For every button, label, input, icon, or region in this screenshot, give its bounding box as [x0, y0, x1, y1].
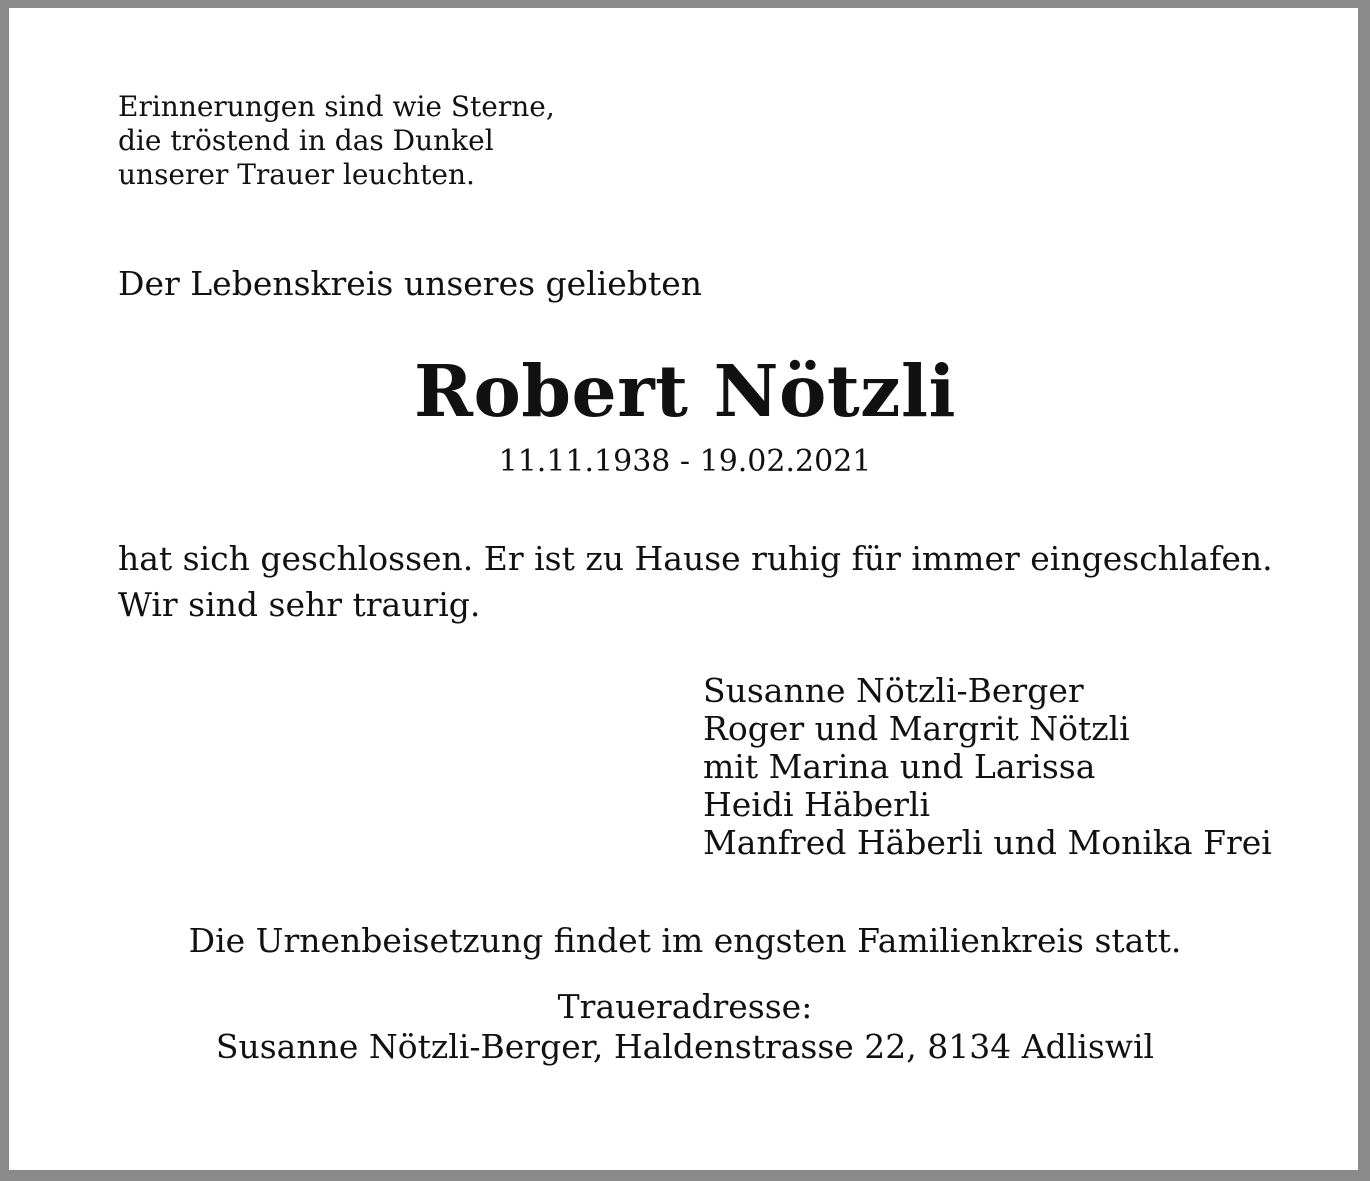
message-line: hat sich geschlossen. Er ist zu Hause ruhig für immer eingeschlafen. — [118, 539, 1273, 578]
intro-text: Der Lebenskreis unseres geliebten — [118, 264, 702, 303]
mourner-name: Susanne Nötzli-Berger — [703, 671, 1084, 710]
memorial-quote — [118, 90, 555, 192]
address-value: Susanne Nötzli-Berger, Haldenstrasse 22, 8134 Adliswil — [215, 1027, 1155, 1066]
deceased-name: Robert Nötzli — [414, 349, 956, 433]
life-dates: 11.11.1938 - 19.02.2021 — [498, 444, 872, 479]
mourners-list — [703, 672, 1272, 862]
obituary-notice — [9, 8, 1358, 1170]
quote-line: unserer Trauer leuchten. — [118, 158, 475, 191]
address-label: Traueradresse: — [557, 987, 813, 1026]
message-line: Wir sind sehr traurig. — [118, 585, 481, 624]
mourner-name: Roger und Margrit Nötzli — [703, 709, 1130, 748]
mourning-address — [9, 987, 1361, 1067]
mourner-name: mit Marina und Larissa — [703, 747, 1096, 786]
quote-line: die tröstend in das Dunkel — [118, 124, 494, 157]
quote-line: Erinnerungen sind wie Sterne, — [118, 90, 555, 123]
burial-note: Die Urnenbeisetzung findet im engsten Familienkreis statt. — [188, 921, 1182, 960]
mourner-name: Manfred Häberli und Monika Frei — [703, 823, 1272, 862]
mourner-name: Heidi Häberli — [703, 785, 931, 824]
announcement-message — [118, 536, 1273, 628]
